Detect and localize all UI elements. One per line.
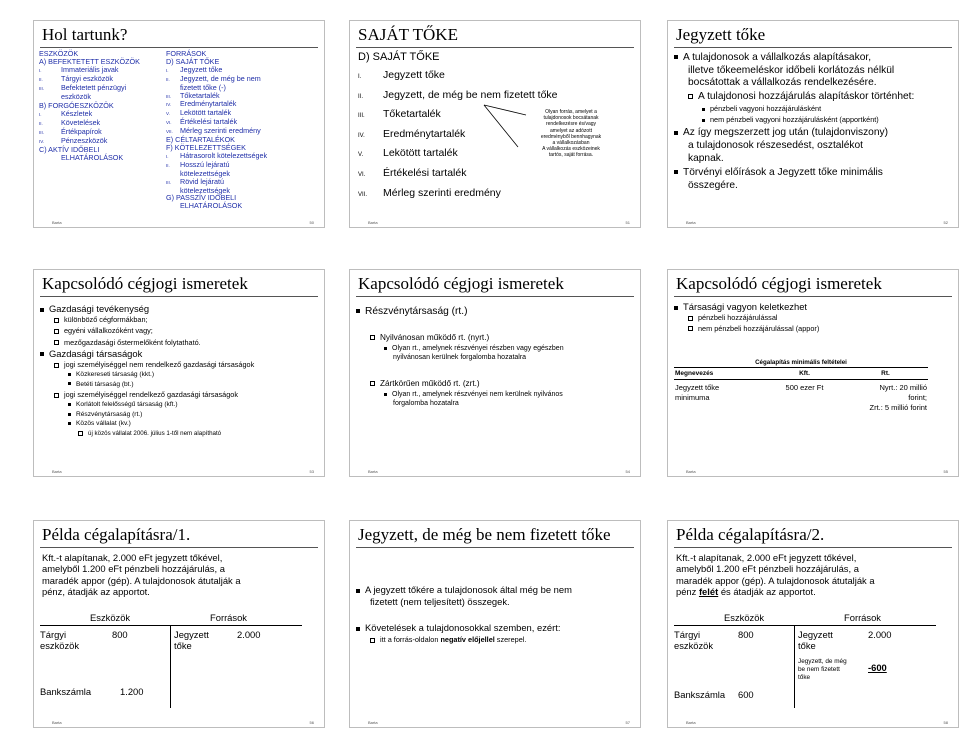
checkbox-icon (54, 329, 59, 334)
title-rule (40, 547, 318, 548)
sub-sub-bullet-text: Betéti társaság (bt.) (76, 380, 134, 388)
list-item: Tőketartalék (383, 108, 441, 121)
label-line: tőke (798, 640, 816, 651)
title-rule (356, 547, 634, 548)
example-text (676, 552, 875, 598)
slide-footer: Barta (368, 720, 378, 725)
bullet-text: Társasági vagyon keletkezhet (683, 301, 808, 312)
sub-sub-bullet-text: pénzbeli vagyoni hozzájárulásként (710, 104, 822, 114)
cell-line: minimuma (675, 393, 710, 402)
list-item: Pénzeszközök (61, 135, 108, 145)
list-heading: E) CÉLTARTALÉKOK (166, 135, 235, 145)
table-cell: 500 ezer Ft (785, 383, 824, 392)
slide-body (40, 303, 254, 438)
sub-bullet-text: különböző cégformákban; (64, 315, 148, 325)
bullet-text: összegére. (688, 179, 738, 191)
example-text (42, 552, 241, 598)
checkbox-icon (688, 316, 693, 321)
slide-title: Kapcsolódó cégjogi ismeretek (358, 274, 564, 293)
checkbox-icon (370, 335, 375, 340)
square-bullet-icon (68, 373, 71, 376)
table-header: Kft. (766, 368, 843, 380)
slide-title: Kapcsolódó cégjogi ismeretek (42, 274, 248, 293)
text-line: maradék appor (gép). A tulajdonosok átutalják a (42, 574, 241, 586)
slide-52[interactable] (667, 20, 959, 228)
sub-sub-bullet-text: Részvénytársaság (rt.) (76, 410, 143, 418)
asset-label (674, 629, 713, 651)
slide-51[interactable] (349, 20, 641, 228)
list-num: VII. (166, 129, 173, 135)
sub-bullet-text: A tulajdonosi hozzájárulás alapításkor történhet: (698, 90, 915, 102)
square-bullet-icon (68, 403, 71, 406)
square-bullet-icon (68, 382, 71, 385)
list-heading: FORRÁSOK (166, 49, 207, 58)
slide-number: 53 (309, 469, 314, 474)
emphasis-text: negatív előjellel (440, 635, 495, 644)
bullet-icon (674, 55, 678, 59)
equity-value: 2.000 (237, 629, 261, 640)
slide-56[interactable] (33, 520, 325, 728)
list-item: eszközök (61, 92, 91, 102)
list-num: VI. (358, 171, 366, 178)
list-item: Lekötött tartalék (180, 108, 232, 118)
slide-54[interactable] (349, 269, 641, 477)
slide-footer: Barta (52, 220, 62, 225)
checkbox-icon (370, 638, 375, 643)
slide-title: Jegyzett, de még be nem fizetett tőke (358, 525, 611, 544)
list-item: Értékelési tartalék (383, 166, 467, 179)
slide-footer: Barta (686, 720, 696, 725)
list-item: ELHATÁROLÁSOK (180, 201, 243, 211)
slide-title: Jegyzett tőke (676, 25, 766, 44)
list-item: Tőketartalék (180, 90, 220, 100)
cell-line: Nyrt.: 20 millió (879, 383, 927, 392)
label-line: Jegyzett, de még (798, 658, 847, 665)
debit-header: Eszközök (724, 612, 765, 623)
slide-body (356, 305, 564, 408)
slide-number: 52 (943, 220, 948, 225)
table-header: Megnevezés (674, 368, 766, 380)
list-num: IV. (39, 138, 45, 144)
bullet-text: Az így megszerzett jog után (tulajdonviszony) (683, 127, 888, 139)
slide-title: Kapcsolódó cégjogi ismeretek (676, 274, 882, 293)
slide-number: 56 (309, 720, 314, 725)
title-rule (674, 47, 952, 48)
bank-value: 1.200 (120, 686, 144, 697)
text-fragment: pénz (676, 586, 699, 598)
checkbox-icon (688, 94, 693, 99)
list-num: IV. (166, 102, 172, 108)
text-line: Kft.-t alapítanak, 2.000 eFt jegyzett tőkével, (676, 552, 857, 563)
list-item: Hosszú lejáratú (180, 159, 230, 169)
sub-sub-bullet-text: forgalomba hozatalra (393, 400, 459, 407)
equity-label (174, 629, 209, 651)
list-heading: F) KÖTELEZETTSÉGEK (166, 142, 246, 152)
list-item: Jegyzett tőke (180, 64, 223, 74)
square-bullet-icon (702, 108, 705, 111)
list-num: II. (166, 76, 170, 82)
slide-number: 50 (309, 220, 314, 225)
list-num: II. (358, 93, 364, 100)
slide-57[interactable] (349, 520, 641, 728)
unpaid-capital-value: -600 (868, 662, 887, 673)
square-bullet-icon (702, 119, 705, 122)
bullet-icon (356, 627, 360, 631)
bullet-text: kapnak. (688, 152, 724, 164)
asset-value: 800 (112, 629, 128, 640)
text-fragment: és átadják az apportot. (718, 586, 816, 598)
sub-sub-bullet-text: Olyan rt., amelynek részvényei részben vagy egészben (392, 345, 564, 352)
note-line: eredményből bennhagynak (540, 133, 602, 140)
bank-value: 600 (738, 689, 754, 700)
list-item: kötelezettségek (180, 185, 230, 195)
list-heading: ESZKÖZÖK (39, 49, 79, 58)
sub-bullet-text: pénzbeli hozzájárulással (698, 313, 778, 322)
table-cell (674, 380, 766, 415)
list-num: III. (39, 86, 45, 92)
checkbox-icon (688, 326, 693, 331)
list-item: Mérleg szerinti eredmény (383, 186, 501, 199)
slide-body (674, 301, 819, 334)
list-item: Eredménytartalék (180, 99, 237, 109)
list-item: kötelezettségek (180, 168, 230, 178)
label-line: Jegyzett (174, 629, 209, 640)
slide-footer: Barta (52, 720, 62, 725)
list-item: Tárgyi eszközök (61, 74, 113, 84)
list-num: I. (166, 67, 169, 73)
bullet-text: A tulajdonosok a vállalkozás alapításakor, (683, 52, 872, 63)
title-rule (356, 296, 634, 297)
emphasis-text: felét (698, 586, 719, 598)
title-rule (40, 296, 318, 297)
list-num: I. (358, 74, 362, 80)
sub-bullet-text: jogi személyiséggel rendelkező gazdasági társaságok (64, 390, 239, 400)
sub-sub-bullet-text: Közös vállalat (kv.) (76, 420, 131, 428)
sub-bullet-text: Nyilvánosan működő rt. (nyrt.) (380, 333, 490, 342)
list-item: Értékelési tartalék (180, 117, 238, 127)
list-num: V. (166, 111, 170, 117)
list-item: Rövid lejáratú (180, 176, 224, 186)
list-item: Jegyzett, de még be nem (180, 73, 261, 83)
note-line: tulajdonosok bocsátanak (543, 115, 599, 122)
list-num: II. (39, 77, 43, 83)
note-line: a vállalkozásban (552, 140, 590, 147)
list-num: II. (166, 162, 170, 168)
list-item: Befektetett pénzügyi (61, 83, 127, 93)
list-item: Eredménytartalék (383, 127, 466, 140)
cell-line: forint; (908, 393, 927, 402)
square-bullet-icon (68, 422, 71, 425)
slide-body (356, 584, 572, 646)
list-heading: D) SAJÁT TŐKE (166, 56, 220, 66)
square-bullet-icon (384, 347, 387, 350)
title-rule (674, 296, 952, 297)
list-num: I. (39, 111, 42, 117)
slide-footer: Barta (52, 469, 62, 474)
slide-50[interactable] (33, 20, 325, 228)
list-item: Hátrasorolt kötelezettségek (180, 150, 268, 160)
bullet-text: illetve tőkeemeléskor időbeli korlátozás nélkül (688, 64, 895, 76)
sub-bullet-text: Zártkörűen működő rt. (zrt.) (380, 379, 480, 388)
slide-footer: Barta (686, 220, 696, 225)
checkbox-icon (54, 318, 59, 323)
slide-number: 51 (625, 220, 630, 225)
equity-subtitle: D) SAJÁT TŐKE (358, 51, 440, 63)
list-num: I. (39, 68, 42, 74)
label-line: eszközök (40, 640, 80, 651)
slide-53[interactable] (33, 269, 325, 477)
list-item: ELHATÁROLÁSOK (61, 153, 124, 163)
slide-title: SAJÁT TŐKE (358, 25, 458, 44)
slide-58[interactable] (667, 520, 959, 728)
list-item: fizetett tőke (-) (180, 82, 226, 92)
list-item: Készletek (61, 108, 93, 118)
table-caption: Cégalapítás minimális feltételei (674, 358, 928, 368)
bullet-text: Követelések a tulajdonosokkal szemben, ezért: (365, 622, 561, 633)
text-line: amelyből 1.200 eFt pénzbeli hozzájárulás, a (42, 563, 225, 575)
list-heading: B) FORGÓESZKÖZÖK (39, 100, 114, 110)
bullet-icon (356, 309, 360, 313)
slide-footer: Barta (686, 469, 696, 474)
list-num: III. (166, 93, 172, 99)
bullet-text: fizetett (nem teljesített) összegek. (370, 596, 510, 607)
note-line: A vállalkozás eszközeinek (542, 146, 600, 153)
checkbox-icon (78, 431, 83, 436)
title-rule (674, 547, 952, 548)
label-line: Tárgyi (674, 629, 701, 640)
slide-title: Példa cégalapításra/2. (676, 525, 825, 544)
slide-number: 57 (625, 720, 630, 725)
square-bullet-icon (384, 393, 387, 396)
list-num: VII. (358, 191, 368, 198)
assets-list (39, 50, 140, 162)
bullet-text: Gazdasági társaságok (49, 347, 143, 359)
list-item: Mérleg szerinti eredmény (180, 126, 261, 136)
list-heading: G) PASSZÍV IDŐBELI (166, 193, 237, 203)
list-num: III. (358, 113, 365, 120)
list-item: Lekötött tartalék (383, 147, 458, 160)
slide-title: Hol tartunk? (42, 25, 128, 44)
slide-title: Példa cégalapításra/1. (42, 525, 191, 544)
checkbox-icon (54, 340, 59, 345)
minimum-capital-table (674, 358, 928, 414)
note-line: Olyan forrás, amelyet a (545, 109, 597, 115)
title-rule (40, 47, 318, 48)
liabilities-list (166, 50, 267, 210)
label-line: tőke (798, 674, 811, 681)
slide-footer: Barta (368, 220, 378, 225)
slide-number: 58 (943, 720, 948, 725)
bullet-text: Gazdasági tevékenység (49, 303, 150, 314)
sub-sub-bullet-text: Olyan rt., amelynek részvényei nem kerülnek nyilvános (392, 391, 563, 398)
bank-label: Bankszámla (674, 689, 726, 700)
note-line: rendelkezésre és/vagy (545, 121, 597, 128)
asset-value: 800 (738, 629, 754, 640)
cell-line: Jegyzett tőke (675, 383, 720, 392)
label-line: tőke (174, 640, 192, 651)
list-item: Értékpapírok (61, 126, 102, 136)
list-item: Követelések (61, 117, 101, 127)
t-account (674, 612, 936, 708)
slide-number: 55 (943, 469, 948, 474)
list-heading: A) BEFEKTETETT ESZKÖZÖK (39, 57, 140, 67)
list-num: III. (166, 179, 172, 185)
sub-bullet-text: nem pénzbeli hozzájárulással (appor) (698, 323, 820, 333)
credit-header: Források (210, 612, 247, 623)
t-account (40, 612, 302, 708)
list-item: Immateriális javak (61, 65, 119, 75)
bullet-text: Részvénytársaság (rt.) (365, 306, 468, 317)
sub-sub-bullet-text: Korlátolt felelősségű társaság (kft.) (76, 401, 178, 409)
text-line: pénz, átadják az apportot. (42, 586, 150, 598)
bullet-icon (40, 352, 44, 356)
list-num: I. (166, 153, 169, 159)
sub-bullet-text: új közös vállalat 2006. július 1-től nem alapítható (88, 429, 222, 437)
sub-sub-bullet-text: nem pénzbeli vagyoni hozzájárulásként (apportként) (710, 115, 879, 125)
table-header: Rt. (843, 368, 928, 380)
t-account-top-line (40, 625, 302, 626)
bullet-icon (674, 306, 678, 310)
list-item: Jegyzett tőke (383, 69, 445, 81)
unpaid-capital-label (798, 658, 847, 682)
list-num: V. (358, 152, 364, 159)
debit-header: Eszközök (90, 612, 131, 623)
label-line: be nem fizetett (798, 666, 840, 673)
label-line: Jegyzett (798, 629, 833, 640)
bullet-icon (674, 131, 678, 135)
text-line: amelyből 1.200 eFt pénzbeli hozzájárulás, a (676, 563, 859, 575)
credit-header: Források (844, 612, 881, 623)
cell-line: Zrt.: 5 millió forint (869, 403, 927, 412)
equity-value: 2.000 (868, 629, 892, 640)
bullet-text: A jegyzett tőkére a tulajdonosok által még be nem (365, 584, 572, 595)
slide-number: 54 (625, 469, 630, 474)
t-account-top-line (674, 625, 936, 626)
list-heading: C) AKTÍV IDŐBELI (39, 145, 100, 155)
checkbox-icon (54, 363, 59, 368)
slide-body (674, 52, 914, 192)
t-account-center-line (170, 625, 171, 708)
definition-note (526, 109, 616, 159)
sub-bullet-text: szerepel. (494, 635, 527, 644)
table-cell (843, 380, 928, 415)
bullet-text: bocsátottak a vállalkozás rendelkezésére. (688, 77, 877, 89)
sub-sub-bullet-text: Közkereseti társaság (kkt.) (76, 371, 155, 379)
slide-55[interactable] (667, 269, 959, 477)
square-bullet-icon (68, 413, 71, 416)
list-item: Jegyzett, de még be nem fizetett tőke (383, 88, 558, 101)
list-num: VI. (166, 120, 172, 126)
bullet-icon (674, 170, 678, 174)
text-line: maradék appor (gép). A tulajdonosok átutalják a (676, 574, 875, 586)
bullet-text: Törvényi előírások a Jegyzett tőke minimális (683, 167, 883, 179)
bullet-text: a tulajdonosok részesedést, osztalékot (688, 139, 863, 151)
asset-label (40, 629, 79, 651)
sub-sub-bullet-text: nyilvánosan kerülnek forgalomba hozatalra (393, 354, 527, 361)
bank-label: Bankszámla (40, 686, 92, 697)
note-line: tartós, saját forrása. (548, 152, 594, 159)
label-line: Tárgyi (40, 629, 67, 640)
checkbox-icon (54, 393, 59, 398)
equity-label (798, 629, 833, 651)
label-line: eszközök (674, 640, 714, 651)
note-line: amelyet az adózott (550, 127, 592, 134)
list-num: III. (39, 129, 45, 135)
sub-bullet-text: egyéni vállalkozóként vagy; (64, 326, 153, 336)
text-line: Kft.-t alapítanak, 2.000 eFt jegyzett tőkével, (42, 552, 223, 563)
list-num: II. (39, 120, 43, 126)
sub-bullet-text: mezőgazdasági őstermelőként folytatható. (64, 337, 201, 347)
sub-bullet-text: itt a forrás-oldalon (380, 635, 441, 644)
bullet-icon (40, 308, 44, 312)
sub-bullet-text: jogi személyiséggel nem rendelkező gazdasági társaságok (64, 360, 255, 370)
bullet-icon (356, 589, 360, 593)
list-num: IV. (358, 132, 365, 139)
t-account-center-line (794, 625, 795, 708)
checkbox-icon (370, 381, 375, 386)
slide-footer: Barta (368, 469, 378, 474)
